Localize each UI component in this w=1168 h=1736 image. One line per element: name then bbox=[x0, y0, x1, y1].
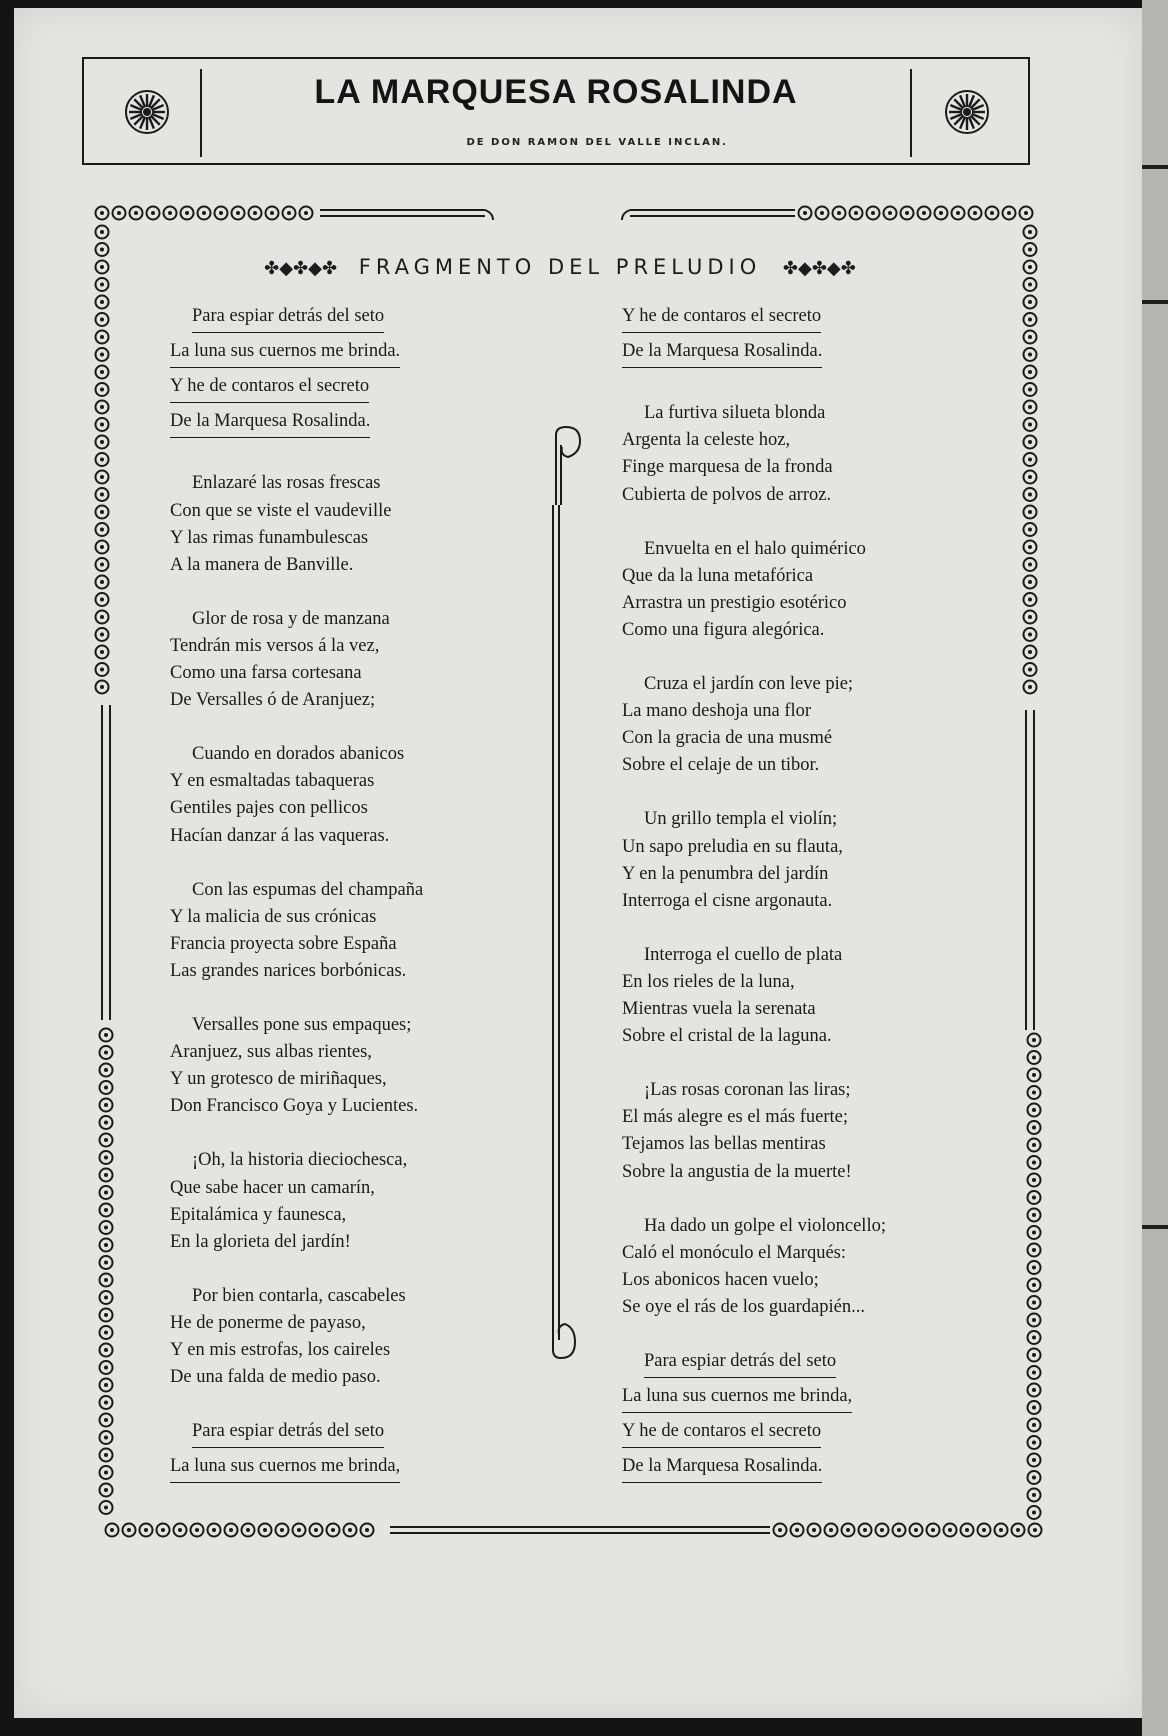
verse-line: El más alegre es el más fuerte; bbox=[622, 1107, 849, 1128]
ornament-left-icon: ✤◆✤◆✤ bbox=[264, 258, 338, 279]
verse-line: Las grandes narices borbónicas. bbox=[170, 960, 407, 981]
verse-line: Finge marquesa de la fronda bbox=[622, 457, 833, 478]
verse-line: La mano deshoja una flor bbox=[622, 701, 812, 722]
ornament-right-icon: ✤◆✤◆✤ bbox=[782, 258, 856, 279]
verse-line: Versalles pone sus empaques; bbox=[192, 1015, 412, 1035]
verse-line: La luna sus cuernos me brinda, bbox=[622, 1383, 852, 1413]
verse-line: La luna sus cuernos me brinda. bbox=[170, 338, 400, 368]
verse-line: Argenta la celeste hoz, bbox=[622, 430, 791, 451]
verse-line: Glor de rosa y de manzana bbox=[192, 608, 390, 629]
verse-line: Y las rimas funambulescas bbox=[170, 527, 369, 548]
verse-line: Con que se viste el vaudeville bbox=[170, 500, 392, 521]
verse-line: De Versalles ó de Aranjuez; bbox=[170, 690, 376, 711]
verse-line: Hacían danzar á las vaqueras. bbox=[170, 825, 390, 846]
verse-line: A la manera de Banville. bbox=[170, 554, 354, 575]
verse-line: Que sabe hacer un camarín, bbox=[170, 1177, 375, 1198]
verse-line: Para espiar detrás del seto bbox=[192, 1418, 384, 1448]
verse-line: Y he de contaros el secreto bbox=[170, 373, 369, 403]
verse-line: He de ponerme de payaso, bbox=[170, 1312, 366, 1333]
verse-line: En los rieles de la luna, bbox=[622, 971, 795, 992]
verse-line: Aranjuez, sus albas rientes, bbox=[170, 1042, 372, 1063]
verse-line: Tejamos las bellas mentiras bbox=[622, 1134, 826, 1155]
verse-line: De la Marquesa Rosalinda. bbox=[170, 408, 370, 438]
section-title bbox=[160, 255, 960, 279]
verse-line: Con las espumas del champaña bbox=[192, 879, 424, 900]
verse-line: Y he de contaros el secreto bbox=[622, 1418, 821, 1448]
verse-line: Para espiar detrás del seto bbox=[192, 303, 384, 333]
verse-line: De una falda de medio paso. bbox=[170, 1367, 381, 1388]
verse-line: Tendrán mis versos á la vez, bbox=[170, 635, 380, 656]
verse-line: De la Marquesa Rosalinda. bbox=[622, 1453, 822, 1483]
verse-line: Interroga el cisne argonauta. bbox=[622, 890, 833, 911]
verse-line: Y en mis estrofas, los caireles bbox=[170, 1340, 391, 1360]
verse-line: Enlazaré las rosas frescas bbox=[192, 473, 381, 494]
verse-line: Epitalámica y faunesca, bbox=[170, 1204, 347, 1225]
verse-line: Ha dado un golpe el violoncello; bbox=[644, 1215, 886, 1236]
verse-line: La furtiva silueta blonda bbox=[644, 403, 826, 424]
verse-line: Y un grotesco de miriñaques, bbox=[170, 1069, 387, 1090]
verse-line: Se oye el rás de los guardapién... bbox=[622, 1296, 865, 1317]
verse-line: Arrastra un prestigio esotérico bbox=[622, 592, 847, 613]
verse-line: Un grillo templa el violín; bbox=[644, 809, 838, 830]
verse-line: De la Marquesa Rosalinda. bbox=[622, 338, 822, 368]
verse-line: Caló el monóculo el Marqués: bbox=[622, 1242, 847, 1263]
verse-line: ¡Las rosas coronan las liras; bbox=[644, 1080, 851, 1101]
verse-line: Como una farsa cortesana bbox=[170, 663, 362, 683]
verse-line: Mientras vuela la serenata bbox=[622, 999, 816, 1019]
verse-line: Francia proyecta sobre España bbox=[170, 933, 397, 954]
byline: DE DON RAMON DEL VALLE INCLAN. bbox=[466, 137, 728, 148]
verse-line: Un sapo preludia en su flauta, bbox=[622, 836, 843, 857]
verse-line: Sobre el cristal de la laguna. bbox=[622, 1026, 832, 1047]
verse-line: Los abonicos hacen vuelo; bbox=[622, 1269, 819, 1290]
verse-line: Interroga el cuello de plata bbox=[644, 944, 843, 965]
verse-line: Gentiles pajes con pellicos bbox=[170, 798, 368, 819]
verse-line: Cruza el jardín con leve pie; bbox=[644, 674, 854, 694]
verse-line: Como una figura alegórica. bbox=[622, 619, 825, 640]
verse-line: Por bien contarla, cascabeles bbox=[192, 1285, 406, 1306]
verse-line: Y en esmaltadas tabaqueras bbox=[170, 771, 375, 792]
verse-line: Que da la luna metafórica bbox=[622, 565, 814, 586]
verse-line: Envuelta en el halo quimérico bbox=[644, 538, 866, 559]
verse-line: En la glorieta del jardín! bbox=[170, 1231, 351, 1252]
verse-line: Sobre la angustia de la muerte! bbox=[622, 1161, 852, 1182]
verse-line: Sobre el celaje de un tibor. bbox=[622, 755, 820, 776]
verse-line: Y he de contaros el secreto bbox=[622, 303, 821, 333]
section-title-text: FRAGMENTO DEL PRELUDIO bbox=[358, 255, 762, 279]
page-title: LA MARQUESA ROSALINDA bbox=[314, 73, 798, 111]
verse-line: Cuando en dorados abanicos bbox=[192, 744, 405, 765]
verse-line: Cubierta de polvos de arroz. bbox=[622, 484, 832, 505]
verse-line: Y la malicia de sus crónicas bbox=[170, 906, 377, 927]
verse-line: Con la gracia de una musmé bbox=[622, 728, 833, 749]
verse-line: Para espiar detrás del seto bbox=[644, 1348, 836, 1378]
verse-line: Don Francisco Goya y Lucientes. bbox=[170, 1096, 419, 1117]
verse-line: La luna sus cuernos me brinda, bbox=[170, 1453, 400, 1483]
verse-line: ¡Oh, la historia dieciochesca, bbox=[192, 1150, 408, 1171]
verse-line: Y en la penumbra del jardín bbox=[622, 863, 829, 884]
